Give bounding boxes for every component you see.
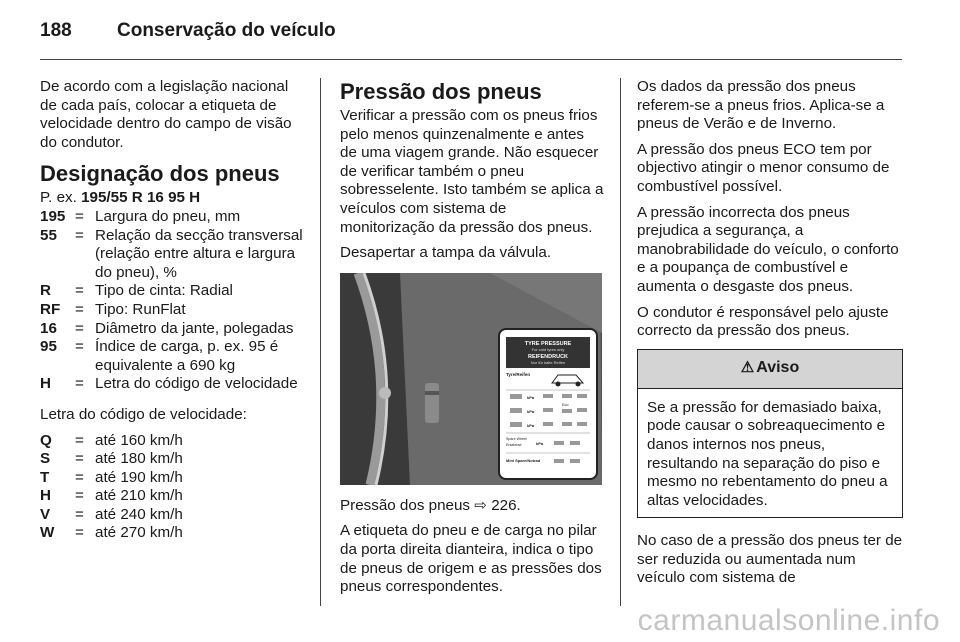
plate-mini: Mini Spare/Notrad [506, 457, 541, 463]
page-header [40, 12, 920, 52]
list-value: até 270 km/h [95, 524, 183, 542]
list-value: Diâmetro da jante, polegadas [95, 319, 294, 337]
speed-row [40, 450, 306, 469]
designation-list [40, 208, 306, 394]
list-equals: = [75, 300, 84, 318]
list-key: W [40, 524, 55, 542]
page-number: 188 [40, 20, 72, 41]
tyre-label-photo [340, 273, 602, 485]
designation-row [40, 227, 306, 283]
list-equals: = [75, 505, 84, 523]
speed-intro: Letra do código de velocidade: [40, 405, 247, 423]
list-equals: = [75, 524, 84, 542]
list-key: 95 [40, 338, 57, 356]
warning-box [637, 349, 903, 519]
incorrect-pressure-paragraph: A pressão incorrecta dos pneus prejudica a segurança, a manobrabilidade do veículo, o conforto e a poupança de combustível e aumenta o desgaste dos pneus. [637, 203, 899, 295]
list-key: H [40, 375, 51, 393]
column-divider [620, 78, 621, 606]
eco-paragraph: A pressão dos pneus ECO tem por objectivo atingir o menor consumo de combustível possível. [637, 140, 890, 195]
list-equals: = [75, 207, 84, 225]
list-equals: = [75, 487, 84, 505]
list-equals: = [75, 375, 84, 393]
list-value: Relação da secção transversal (relação entre altura e largura do pneu), % [95, 226, 303, 281]
warning-icon: ⚠ [740, 359, 755, 377]
reference-text: Pressão dos pneus [340, 496, 475, 514]
list-equals: = [75, 468, 84, 486]
list-value: até 210 km/h [95, 487, 183, 505]
list-value: Tipo: RunFlat [95, 300, 186, 318]
list-value: Letra do código de velocidade [95, 375, 298, 393]
label-location-paragraph: A etiqueta do pneu e de carga no pilar da porta direita dianteira, indica o tipo de pneus de origem e as pressões dos pneus correspondentes. [340, 522, 602, 596]
cold-tyres-paragraph: Os dados da pressão dos pneus referem-se a pneus frios. Aplica-se a pneus de Verão e de Inverno. [637, 78, 885, 133]
plate-unit-2: kPa [527, 408, 535, 414]
speed-list [40, 432, 306, 544]
list-key: Q [40, 431, 52, 449]
list-key: V [40, 505, 51, 523]
list-equals: = [75, 226, 84, 244]
list-value: Tipo de cinta: Radial [95, 282, 233, 300]
list-equals: = [75, 319, 84, 337]
page-title: Conservação do veículo [117, 20, 336, 41]
list-value: Índice de carga, p. ex. 95 é equivalente a 690 kg [95, 338, 279, 374]
example-line [40, 189, 306, 208]
column-middle [340, 80, 604, 604]
list-key: 16 [40, 319, 57, 337]
designation-row [40, 208, 306, 227]
list-value: Largura do pneu, mm [95, 207, 241, 225]
list-key: 195 [40, 207, 66, 225]
example-prefix: P. ex. [40, 189, 82, 207]
list-equals: = [75, 282, 84, 300]
list-key: S [40, 450, 51, 468]
designation-row [40, 338, 306, 375]
list-value: até 190 km/h [95, 468, 183, 486]
designation-row [40, 301, 306, 320]
speed-row [40, 487, 306, 506]
reference-page: 226. [486, 496, 521, 514]
section-heading-pressure: Pressão dos pneus [340, 79, 542, 104]
list-key: T [40, 468, 50, 486]
valve-paragraph: Desapertar a tampa da válvula. [340, 244, 552, 262]
speed-row [40, 506, 306, 525]
plate-title1-sub: For cold tyres only [531, 346, 565, 352]
list-value: até 160 km/h [95, 431, 183, 449]
example-code: 195/55 R 16 95 H [81, 189, 201, 207]
designation-row [40, 375, 306, 394]
reference-line [340, 497, 604, 516]
list-key: R [40, 282, 51, 300]
plate-title2: REIFENDRUCK [527, 353, 569, 360]
plate-unit-1: kPa [527, 394, 535, 400]
column-divider [320, 78, 321, 606]
adjust-pressure-paragraph: No caso de a pressão dos pneus ter de ser reduzida ou aumentada num veículo com sistema de [637, 532, 903, 587]
designation-row [40, 282, 306, 301]
intro-paragraph: De acordo com a legislação nacional de cada país, colocar a etiqueta de velocidade dentro do campo de visão do condutor. [40, 78, 292, 151]
plate-unit-4: kPa [536, 440, 544, 446]
watermark: carmanualsonline.info [637, 604, 940, 637]
door-pillar-illustration [340, 273, 602, 485]
warning-text: Se a pressão for demasiado baixa, pode causar o sobreaquecimento e danos internos nos pneus, resultando na separação do piso e mesmo no rebentamento do pneu a altas velocidades. [647, 398, 888, 509]
speed-row [40, 432, 306, 451]
speed-row [40, 469, 306, 488]
speed-row [40, 524, 306, 543]
list-value: até 240 km/h [95, 505, 183, 523]
plate-row-head: Tyre/Reifen [506, 371, 531, 377]
list-key: RF [40, 300, 61, 318]
column-left [40, 78, 306, 555]
header-rule [40, 59, 902, 60]
warning-header [638, 350, 902, 389]
driver-responsibility-paragraph: O condutor é responsável pelo ajuste correcto da pressão dos pneus. [637, 303, 889, 340]
designation-row [40, 320, 306, 339]
plate-title2-sub: Nur für kalte Reifen [530, 359, 566, 365]
warning-title: Aviso [756, 359, 800, 377]
list-equals: = [75, 450, 84, 468]
plate-unit-3: kPa [527, 422, 535, 428]
plate-spare2: Ersatzrad [506, 442, 522, 447]
list-key: 55 [40, 226, 57, 244]
column-right [637, 78, 903, 595]
section-heading-designation: Designação dos pneus [40, 161, 280, 187]
plate-eco: Eco [562, 402, 569, 407]
list-equals: = [75, 338, 84, 356]
plate-spare: Spare Wheel [506, 436, 527, 441]
list-value: até 180 km/h [95, 450, 183, 468]
pressure-paragraph: Verificar a pressão com os pneus frios pelo menos quinzenalmente e antes de uma viagem grande. Não esquecer de verificar também o pneu sobresselente. Isto também se aplica a veículos com sistema de monitorização da pressão dos pneus. [340, 107, 604, 236]
list-equals: = [75, 431, 84, 449]
arrow-icon: ⇨ [474, 496, 487, 514]
list-key: H [40, 487, 51, 505]
plate-title1: TYRE PRESSURE [524, 340, 572, 347]
